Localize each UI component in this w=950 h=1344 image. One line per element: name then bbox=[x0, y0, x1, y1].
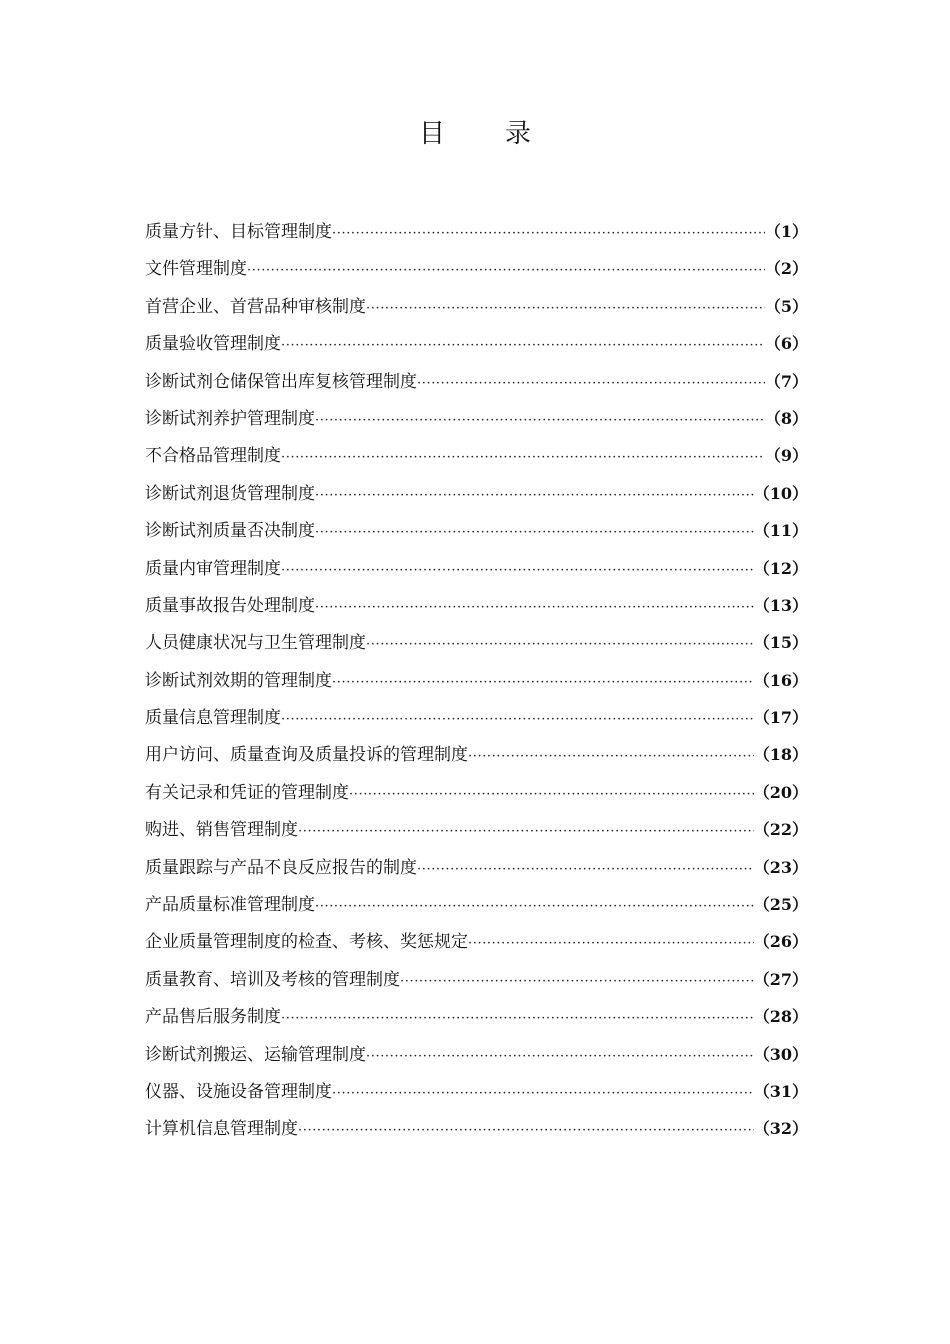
toc-entry-title: 首营企业、首营品种审核制度 bbox=[145, 296, 366, 317]
dot-leader bbox=[366, 626, 754, 663]
toc-entry-page: （32） bbox=[753, 1119, 808, 1139]
toc-entry bbox=[145, 998, 808, 1035]
dot-leader bbox=[298, 1112, 754, 1149]
dot-leader bbox=[281, 439, 765, 476]
toc-entry bbox=[145, 699, 808, 736]
toc-entry-page: （9） bbox=[764, 446, 808, 466]
toc-entry-page: （15） bbox=[753, 633, 808, 653]
dot-leader bbox=[315, 514, 754, 551]
toc-entry-page: （26） bbox=[753, 932, 808, 952]
toc-entry bbox=[145, 587, 808, 624]
toc-entry-page: （7） bbox=[764, 371, 808, 391]
toc-entry-page: （10） bbox=[753, 483, 808, 503]
toc-entry-page: （12） bbox=[753, 558, 808, 578]
dot-leader bbox=[332, 664, 754, 701]
toc-entry-page: （11） bbox=[753, 521, 808, 541]
toc-entry-title: 不合格品管理制度 bbox=[145, 446, 281, 467]
toc-entry bbox=[145, 774, 808, 811]
toc-entry-title: 诊断试剂退货管理制度 bbox=[145, 483, 315, 504]
toc-entry-page: （23） bbox=[753, 857, 808, 877]
page-title: 目录 bbox=[418, 119, 591, 149]
toc-entry-page: （13） bbox=[753, 595, 808, 615]
dot-leader bbox=[332, 1075, 754, 1112]
toc-entry-title: 质量方针、目标管理制度 bbox=[145, 222, 332, 242]
toc-entry-title: 质量跟踪与产品不良反应报告的制度 bbox=[145, 857, 417, 878]
toc-entry bbox=[145, 662, 808, 699]
dot-leader bbox=[315, 888, 754, 925]
toc-entry-title: 诊断试剂质量否决制度 bbox=[145, 521, 315, 542]
toc-entry-page: （20） bbox=[753, 782, 808, 802]
toc-entry bbox=[145, 213, 808, 250]
toc-entry-title: 质量信息管理制度 bbox=[145, 708, 281, 729]
toc-entry-title: 产品质量标准管理制度 bbox=[145, 895, 315, 916]
dot-leader bbox=[315, 402, 765, 439]
toc-entry bbox=[145, 325, 808, 362]
toc-entry bbox=[145, 363, 808, 400]
dot-leader bbox=[281, 327, 765, 364]
toc-entry-title: 购进、销售管理制度 bbox=[145, 820, 298, 841]
toc-entry-title: 质量验收管理制度 bbox=[145, 334, 281, 355]
table-of-contents bbox=[145, 213, 808, 1148]
toc-entry-title: 质量内审管理制度 bbox=[145, 558, 281, 579]
toc-entry bbox=[145, 1110, 808, 1147]
dot-leader bbox=[315, 589, 754, 626]
toc-entry bbox=[145, 550, 808, 587]
toc-entry-page: （6） bbox=[764, 334, 808, 354]
dot-leader bbox=[247, 252, 765, 289]
toc-entry-title: 诊断试剂效期的管理制度 bbox=[145, 670, 332, 691]
dot-leader bbox=[281, 552, 754, 589]
toc-entry-title: 质量教育、培训及考核的管理制度 bbox=[145, 969, 400, 990]
toc-entry-page: （22） bbox=[753, 820, 808, 840]
toc-entry-page: （16） bbox=[753, 670, 808, 690]
toc-entry-title: 计算机信息管理制度 bbox=[145, 1119, 298, 1140]
toc-entry-page: （8） bbox=[764, 408, 808, 428]
dot-leader bbox=[400, 963, 754, 1000]
toc-entry-page: （17） bbox=[753, 708, 808, 728]
dot-leader bbox=[332, 215, 765, 252]
dot-leader bbox=[417, 851, 754, 888]
toc-entry bbox=[145, 400, 808, 437]
toc-entry bbox=[145, 288, 808, 325]
toc-entry bbox=[145, 437, 808, 474]
toc-entry bbox=[145, 886, 808, 923]
toc-entry-page: （1） bbox=[764, 222, 808, 241]
toc-entry bbox=[145, 475, 808, 512]
toc-entry bbox=[145, 250, 808, 287]
toc-entry bbox=[145, 961, 808, 998]
toc-entry-title: 企业质量管理制度的检查、考核、奖惩规定 bbox=[145, 932, 468, 953]
toc-entry-page: （18） bbox=[753, 745, 808, 765]
toc-entry-title: 用户访问、质量查询及质量投诉的管理制度 bbox=[145, 745, 468, 766]
toc-entry-page: （2） bbox=[764, 259, 808, 279]
dot-leader bbox=[281, 1000, 754, 1037]
toc-entry bbox=[145, 512, 808, 549]
toc-entry bbox=[145, 736, 808, 773]
toc-entry-title: 仪器、设施设备管理制度 bbox=[145, 1081, 332, 1102]
toc-entry-title: 产品售后服务制度 bbox=[145, 1007, 281, 1028]
toc-entry-title: 诊断试剂搬运、运输管理制度 bbox=[145, 1044, 366, 1065]
toc-entry bbox=[145, 1073, 808, 1110]
dot-leader bbox=[366, 290, 765, 327]
toc-entry-title: 诊断试剂养护管理制度 bbox=[145, 408, 315, 429]
toc-entry-page: （5） bbox=[764, 296, 808, 316]
toc-entry bbox=[145, 811, 808, 848]
dot-leader bbox=[349, 776, 754, 813]
toc-entry bbox=[145, 1036, 808, 1073]
toc-entry-page: （25） bbox=[753, 895, 808, 915]
dot-leader bbox=[468, 738, 754, 775]
toc-entry bbox=[145, 624, 808, 661]
dot-leader bbox=[417, 365, 765, 402]
dot-leader bbox=[281, 701, 754, 738]
toc-entry-page: （28） bbox=[753, 1007, 808, 1027]
toc-entry-title: 有关记录和凭证的管理制度 bbox=[145, 782, 349, 803]
toc-entry-title: 质量事故报告处理制度 bbox=[145, 595, 315, 616]
toc-entry bbox=[145, 923, 808, 960]
toc-entry-page: （30） bbox=[753, 1044, 808, 1064]
dot-leader bbox=[366, 1038, 754, 1075]
dot-leader bbox=[315, 477, 754, 514]
toc-entry-title: 文件管理制度 bbox=[145, 259, 247, 280]
toc-entry-page: （31） bbox=[753, 1081, 808, 1101]
toc-entry bbox=[145, 849, 808, 886]
dot-leader bbox=[298, 813, 754, 850]
toc-entry-page: （27） bbox=[753, 969, 808, 989]
toc-entry-title: 诊断试剂仓储保管出库复核管理制度 bbox=[145, 371, 417, 392]
dot-leader bbox=[468, 925, 754, 962]
toc-entry-title: 人员健康状况与卫生管理制度 bbox=[145, 633, 366, 654]
